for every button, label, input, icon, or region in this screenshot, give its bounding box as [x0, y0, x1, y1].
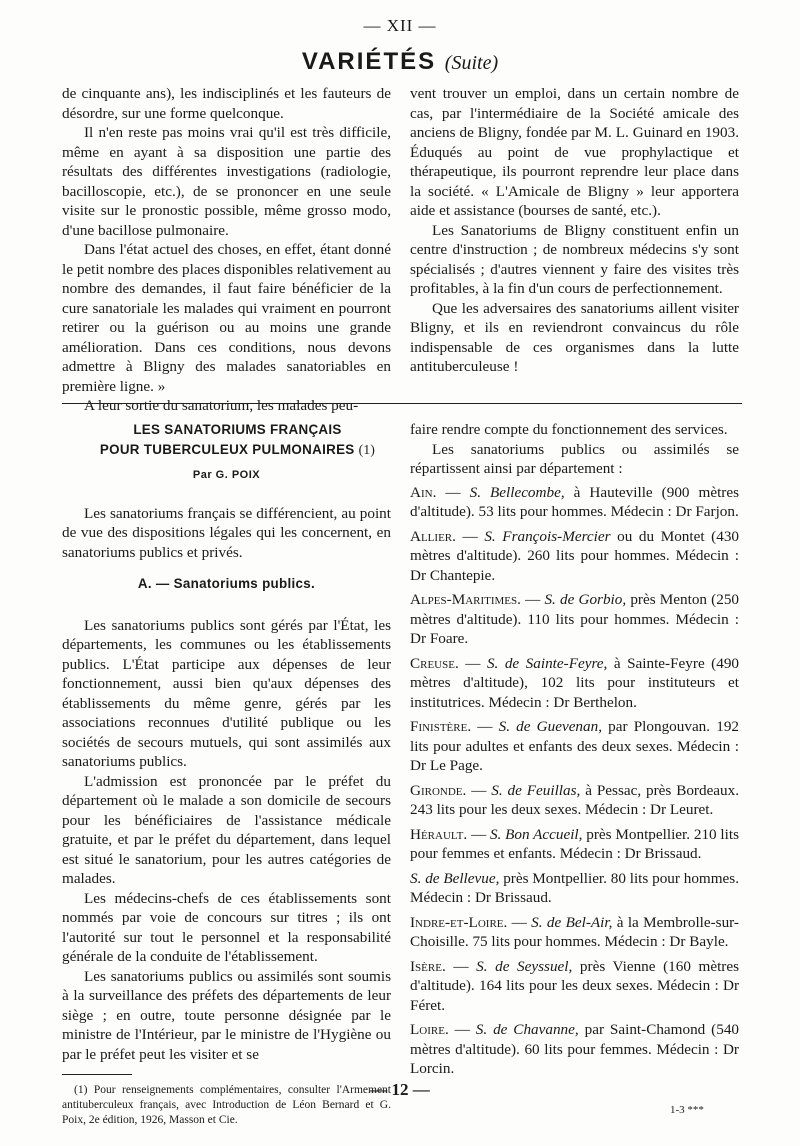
paragraph: de cinquante ans), les indisciplinés et les fauteurs de désordre, sur une forme quelconque.	[62, 85, 391, 122]
sanatorium-name: S. de Sainte-Feyre,	[486, 654, 608, 672]
section-title-suite: (Suite)	[444, 52, 499, 74]
sanatorium-name: S. Bellecombe,	[469, 483, 565, 501]
article-title-line-1: LES SANATORIUMS FRANÇAIS	[133, 422, 342, 437]
sanatorium-details: près Montpellier. 80 lits pour hommes. Médecin : Dr Brissaud.	[410, 869, 739, 906]
article-title-text: POUR TUBERCULEUX PULMONAIRES	[99, 442, 355, 457]
sanatorium-entry: Finistère. — S. de Guevenan, par Plongouvan. 192 lits pour adultes et enfants des deux sexes. Médecin : Dr Le Page.	[410, 718, 740, 774]
sanatorium-name: S. François-Mercier	[484, 527, 611, 545]
department-name: Allier.	[410, 527, 456, 545]
sanatorium-details: près Montpellier. 210 lits pour femmes et enfants. Médecin : Dr Brissaud.	[410, 825, 740, 862]
sanatorium-entry: Alpes-Maritimes. — S. de Gorbio, près Menton (250 mètres d'altitude). 110 lits pour hommes. Médecin : Dr Foare.	[410, 591, 740, 647]
sanatorium-name: S. de Guevenan,	[498, 718, 603, 735]
department-name: Finistère.	[410, 718, 472, 735]
sanatorium-details: à Pessac, près Bordeaux. 243 lits pour les deux sexes. Médecin : Dr Leuret.	[410, 781, 740, 818]
footnote-text: (1) Pour renseignements complémentaires, consulter l'Armement antituberculeux français, avec Introduction de Léon Bernard et G. Poix, 2e édition, 1926, Masson et Cie.	[62, 1084, 391, 1126]
top-right-column	[410, 84, 739, 377]
paragraph: faire rendre compte du fonctionnement des services.	[410, 421, 728, 438]
footnote-divider	[62, 1074, 132, 1075]
sanatorium-details: à Hauteville (900 mètres d'altitude). 53 lits pour hommes. Médecin : Dr Farjon.	[410, 483, 740, 520]
sanatorium-name: S. de Bel-Air,	[531, 913, 613, 931]
sanatorium-name: S. de Bellevue,	[410, 869, 500, 887]
sanatorium-details: par Plongouvan. 192 lits pour adultes et enfants des deux sexes. Médecin : Dr Le Page.	[410, 718, 740, 774]
sanatorium-name: S. de Seyssuel,	[476, 957, 573, 975]
sanatorium-entry	[410, 869, 739, 908]
department-name: Loire.	[410, 1021, 449, 1038]
sanatorium-list	[410, 483, 739, 1079]
paragraph: Il n'en reste pas moins vrai qu'il est très difficile, même en ayant à sa disposition une partie des résultats des différentes investigations (radiologie, bacilloscopie, etc.), de se prononcer en une seule visite sur le pronostic possible, même grosso modo, d'une bacillose pulmonaire.	[62, 124, 391, 239]
department-name: Hérault.	[410, 825, 468, 843]
section-title	[0, 48, 800, 76]
section-heading: A. — Sanatoriums publics.	[137, 576, 316, 591]
sanatorium-entry: Indre-et-Loire. — S. de Bel-Air, à la Membrolle-sur-Choisille. 75 lits pour hommes. Médecin : Dr Bayle.	[410, 913, 739, 950]
sanatorium-details: par Saint-Chamond (540 mètres d'altitude). 60 lits pour femmes. Médecin : Dr Lorcin.	[410, 1021, 740, 1077]
sanatorium-details: ou du Montet (430 mètres d'altitude). 260 lits pour hommes. Médecin : Dr Chantepie.	[410, 527, 740, 584]
article-right-column	[410, 420, 739, 1084]
article-left-column	[62, 420, 391, 1128]
department-name: Indre-et-Loire.	[410, 913, 508, 931]
sanatorium-details: à Sainte-Feyre (490 mètres d'altitude), 102 lits pour instituteurs et institutrices. Médecin : Dr Berthelon.	[410, 654, 740, 711]
sanatorium-entry: Isère. — S. de Seyssuel, près Vienne (160 mètres d'altitude). 164 lits pour les deux sexes. Médecin : Dr Féret.	[410, 957, 740, 1014]
sanatorium-name: S. Bon Accueil,	[489, 825, 583, 843]
sanatorium-entry: Creuse. — S. de Sainte-Feyre, à Sainte-Feyre (490 mètres d'altitude), 102 lits pour instituteurs et institutrices. Médecin : Dr Berthelon.	[410, 654, 740, 711]
paragraph: Les sanatoriums publics ou assimilés se répartissent ainsi par département :	[410, 440, 739, 477]
top-left-column	[62, 84, 391, 416]
article-author: Par G. POIX	[192, 469, 261, 481]
sanatorium-details: à la Membrolle-sur-Choisille. 75 lits pour hommes. Médecin : Dr Bayle.	[410, 913, 739, 950]
printer-signature: 1-3 ***	[670, 1104, 704, 1116]
paragraph: Les médecins-chefs de ces établissements sont nommés par voie de concours sur titres ; ils ont l'autorité sur tout le personnel et la responsabilité générale de la conduite de l'établissement.	[62, 889, 391, 965]
sanatorium-entry: Gironde. — S. de Feuillas, à Pessac, près Bordeaux. 243 lits pour les deux sexes. Médecin : Dr Leuret.	[410, 781, 740, 818]
paragraph: A leur sortie du sanatorium, les malades peu-	[84, 397, 359, 414]
sanatorium-name: S. de Gorbio,	[544, 591, 627, 608]
department-name: Creuse.	[410, 654, 459, 672]
paragraph: L'admission est prononcée par le préfet du département où le malade a son domicile de secours pour les bénéficiaires de l'assistance médicale gratuite, et par le préfet du département, dans lequel est situé le sanatorium, pour les autres catégories de malades.	[62, 772, 391, 887]
sanatorium-name: S. de Feuillas,	[491, 781, 581, 799]
page-number: — 12 —	[370, 1080, 430, 1099]
footnote-marker: (1)	[358, 442, 376, 457]
section-title-text: VARIÉTÉS	[301, 48, 437, 75]
sanatorium-entry: Allier. — S. François-Mercier ou du Montet (430 mètres d'altitude). 260 lits pour hommes. Médecin : Dr Chantepie.	[410, 527, 740, 584]
article-intro: Les sanatoriums français se différencient, au point de vue des dispositions légales qui les concernent, en sanatoriums publics et privés.	[62, 504, 391, 561]
sanatorium-details: près Vienne (160 mètres d'altitude). 164 lits pour les deux sexes. Médecin : Dr Féret.	[410, 957, 740, 1014]
paragraph: Les sanatoriums publics sont gérés par l'État, les départements, les communes ou les établissements publics. L'État participe aux dépenses de leur fonctionnement, aussi bien qu'aux dépenses des établissements du même genre, gérés par les associations reconnues d'utilité publique ou les sociétés de secours mutuels, qui sont assimilés aux sanatoriums publics.	[62, 616, 391, 770]
paragraph: Les sanatoriums publics ou assimilés sont soumis à la surveillance des préfets des départements de leur siège ; en outre, toute personne désignée par le ministre de l'Intérieur, par le ministre de l'Hygiène ou par le préfet peut les visiter et se	[62, 967, 391, 1063]
sanatorium-details: près Menton (250 mètres d'altitude). 110 lits pour hommes. Médecin : Dr Foare.	[410, 591, 740, 647]
department-name: Isère.	[410, 957, 446, 975]
paragraph: Que les adversaires des sanatoriums aillent visiter Bligny, et ils en reviendront convaincus du rôle indispensable de ces organismes dans la lutte antituberculeuse !	[410, 299, 739, 375]
paragraph: vent trouver un emploi, dans un certain nombre de cas, par l'intermédiaire de la Société amicale des anciens de Bligny, fondée par M. L. Guinard en 1903. Éduqués au point de vue prophylactique et thérapeutique, ils pourront reprendre leur place dans la société. « L'Amicale de Bligny » leur apportera aide et assistance (bourses de santé, etc.).	[410, 85, 739, 219]
paragraph: Les Sanatoriums de Bligny constituent enfin un centre d'instruction ; de nombreux médecins s'y sont spécialisés ; d'autres viennent y faire des visites très profitables, à la fin d'un cours de perfectionnement.	[410, 221, 739, 297]
department-name: Ain.	[410, 483, 437, 501]
sanatorium-entry: Hérault. — S. Bon Accueil, près Montpellier. 210 lits pour femmes et enfants. Médecin : Dr Brissaud.	[410, 825, 740, 862]
paragraph: Dans l'état actuel des choses, en effet, étant donné le petit nombre des places disponibles relativement au nombre des demandes, il faut faire bénéficier de la cure sanatoriale les malades qui vraiment en pourront retirer ou la guérison ou au moins une grande amélioration. Dans ces conditions, nous devons admettre à Bligny des malades sanatoriables en première ligne. »	[62, 241, 391, 395]
section-divider	[62, 403, 742, 404]
article-title-line-2	[62, 440, 391, 460]
sanatorium-entry: Ain. — S. Bellecombe, à Hauteville (900 mètres d'altitude). 53 lits pour hommes. Médecin : Dr Farjon.	[410, 483, 740, 520]
department-name: Gironde.	[410, 781, 467, 799]
sanatorium-name: S. de Chavanne,	[475, 1021, 579, 1038]
department-name: Alpes-Maritimes.	[410, 591, 521, 608]
sanatorium-entry: Loire. — S. de Chavanne, par Saint-Chamond (540 mètres d'altitude). 60 lits pour femmes. Médecin : Dr Lorcin.	[410, 1021, 740, 1077]
roman-page-number: — XII —	[363, 16, 437, 35]
